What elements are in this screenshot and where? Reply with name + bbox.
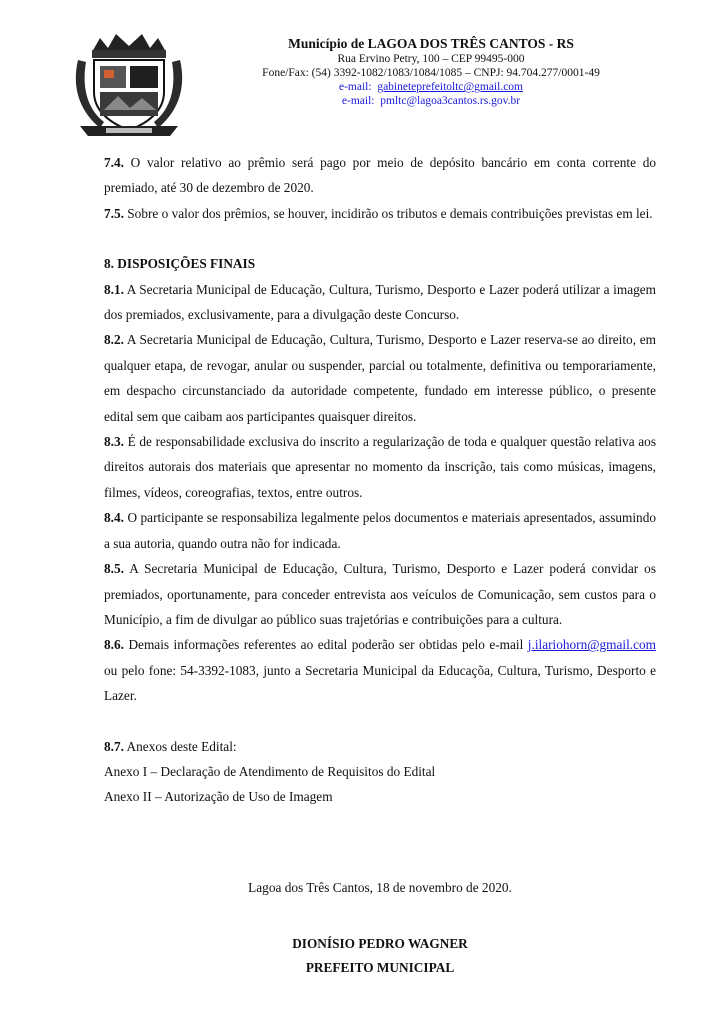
spacer	[104, 709, 656, 734]
clause-text: A Secretaria Municipal de Educação, Cultura, Turismo, Desporto e Lazer poderá utilizar a imagem dos premiados, exclusivamente, para a divulgação deste Concurso.	[104, 281, 656, 323]
annex-item: Anexo I – Declaração de Atendimento de Requisitos do Edital	[104, 763, 436, 779]
clause-number: 8.2.	[104, 332, 124, 348]
signature-block	[104, 932, 656, 980]
clause-text: A Secretaria Municipal de Educação, Cultura, Turismo, Desporto e Lazer poderá convidar os premiados, oportunamente, para conceder entrevista aos veículos de Comunicação, sem custos para o Município, a fim de divulgar ao público suas trajetórias e contribuições para a cultura.	[104, 561, 656, 627]
clause-text: O participante se responsabiliza legalmente pelos documentos e materiais apresentados, assumindo a sua autoria, quando outra não for indicada.	[104, 510, 656, 551]
clause-8-1	[104, 277, 656, 328]
email-label-2: e-mail:	[341, 95, 375, 107]
spacer	[104, 226, 656, 251]
email-label-1: e-mail:	[339, 81, 372, 93]
municipality-title: Município de LAGOA DOS TRÊS CANTOS - RS	[288, 36, 574, 51]
clause-8-6	[104, 632, 656, 708]
clause-number: 8.7.	[104, 738, 124, 754]
document-body	[104, 150, 656, 810]
section-heading-text: 8. DISPOSIÇÕES FINAIS	[104, 256, 256, 272]
clause-number: 8.6.	[104, 637, 124, 653]
clause-text: Anexos deste Edital:	[123, 738, 237, 754]
email-line-1	[196, 80, 666, 94]
clause-8-7	[104, 734, 656, 759]
clause-text: Demais informações referentes ao edital poderão ser obtidas pelo e-mail	[123, 637, 528, 653]
clause-8-3	[104, 429, 656, 505]
place-and-date: Lagoa dos Três Cantos, 18 de novembro de 2020.	[248, 880, 512, 895]
clause-number: 7.4.	[104, 155, 124, 170]
signer-name: DIONÍSIO PEDRO WAGNER	[292, 936, 468, 951]
clause-number: 8.1.	[104, 281, 124, 297]
annex-item: Anexo II – Autorização de Uso de Imagem	[104, 789, 333, 805]
clause-number: 8.4.	[104, 510, 124, 526]
clause-7-4	[104, 150, 656, 201]
section-8-heading	[104, 251, 656, 276]
clause-text: Sobre o valor dos prêmios, se houver, incidirão os tributos e demais contribuições previstas em lei.	[123, 205, 653, 221]
clause-7-5	[104, 201, 656, 226]
email-line-2	[196, 94, 666, 108]
letterhead	[196, 36, 666, 108]
clause-8-4	[104, 505, 656, 556]
municipal-crest-logo	[70, 30, 188, 138]
clause-number: 7.5.	[104, 205, 124, 221]
address-line: Rua Ervino Petry, 100 – CEP 99495-000	[337, 53, 525, 65]
clause-text: O valor relativo ao prêmio será pago por meio de depósito bancário em conta corrente do premiado, até 30 de dezembro de 2020.	[104, 155, 656, 196]
clause-text: A Secretaria Municipal de Educação, Cultura, Turismo, Desporto e Lazer reserva-se ao direito, em qualquer etapa, de revogar, anular ou suspender, parcial ou totalmente, definitiva ou temporariamente, em despacho circunstanciado da autoridade competente, fundado em interesse público, o presente edital sem que caibam aos participantes quaisquer direitos.	[104, 332, 656, 424]
clause-8-5	[104, 556, 656, 632]
clause-text: É de responsabilidade exclusiva do inscrito a regularização de toda e qualquer questão relativa aos direitos autorais dos materiais que apresentar no momento da inscrição, tais como músicas, imagens, filmes, vídeos, coreografias, textos, entre outros.	[104, 434, 656, 500]
clause-number: 8.5.	[104, 561, 124, 577]
contact-email-link[interactable]: j.ilariohorn@gmail.com	[527, 637, 656, 653]
clause-text: ou pelo fone: 54-3392-1083, junto a Secretaria Municipal da Educaçõa, Cultura, Turismo, Desporto e Lazer.	[104, 662, 656, 704]
clause-8-2	[104, 327, 656, 429]
phone-cnpj-line: Fone/Fax: (54) 3392-1082/1083/1084/1085 – CNPJ: 94.704.277/0001-49	[262, 67, 600, 79]
email-link-gabinete[interactable]: gabineteprefeitoltc@gmail.com	[377, 81, 523, 93]
signer-role: PREFEITO MUNICIPAL	[305, 960, 455, 975]
email-pmltc: pmltc@lagoa3cantos.rs.gov.br	[380, 95, 521, 107]
clause-number: 8.3.	[104, 434, 124, 450]
